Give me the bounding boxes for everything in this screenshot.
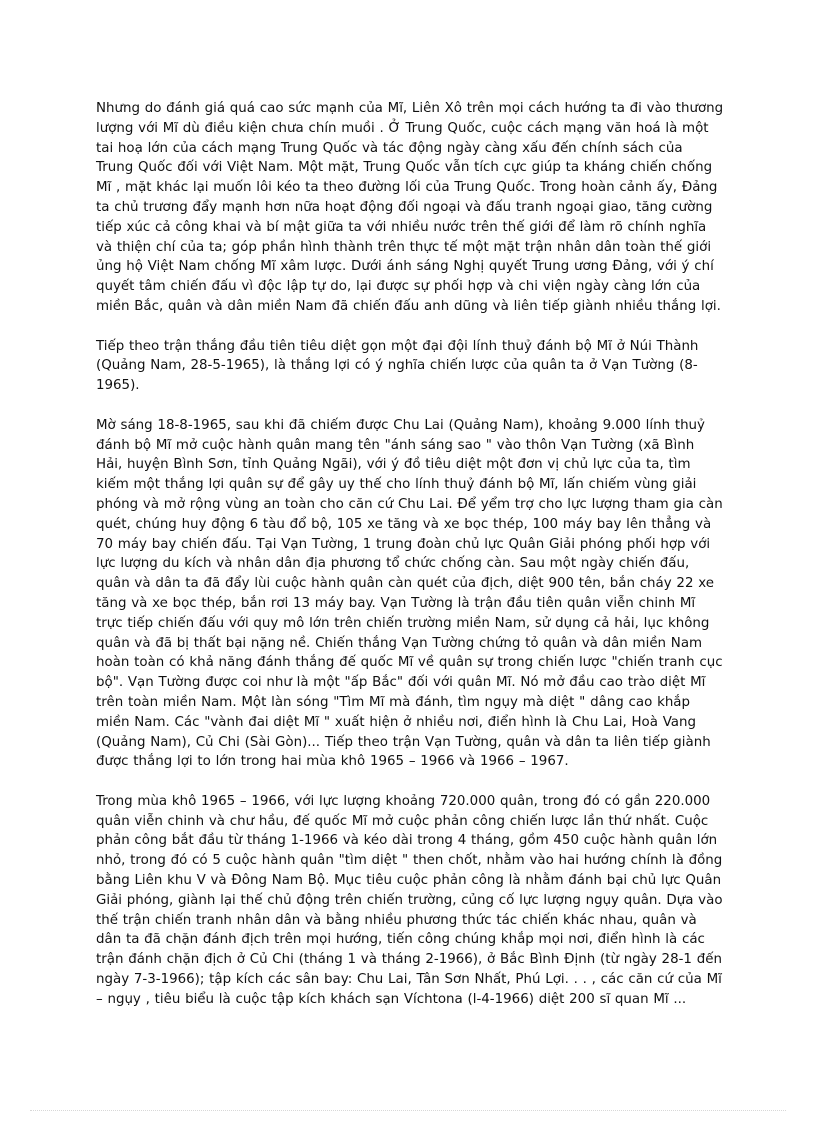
document-body xyxy=(96,99,724,1029)
paragraph-soviet-china-diplomacy: Nhưng do đánh giá quá cao sức mạnh của Mĩ, Liên Xô trên mọi cách hướng ta đi vào thương lượng với Mĩ dù điều kiện chưa chín muồi . Ở Trung Quốc, cuộc cách mạng văn hoá là một tai hoạ lớn của cách mạng Trung Quốc và tác động ngày càng xấu đến chính sách của Trung Quốc đối với Việt Nam. Một mặt, Trung Quốc vẫn tích cực giúp ta kháng chiến chống Mĩ , mặt khác lại muốn lôi kéo ta theo đường lối của Trung Quốc. Trong hoàn cảnh ấy, Đảng ta chủ trương đẩy mạnh hơn nữa hoạt động đối ngoại và đấu tranh ngoại giao, tăng cường tiếp xúc cả công khai và bí mật giữa ta với nhiều nước trên thế giới để làm rõ chính nghĩa và thiện chí của ta; góp phần hình thành trên thực tế một mặt trận nhân dân toàn thế giới ủng hộ Việt Nam chống Mĩ xâm lược. Dưới ánh sáng Nghị quyết Trung ương Đảng, với ý chí quyết tâm chiến đấu vì độc lập tự do, lại được sự phối hợp và chi viện ngày càng lớn của miền Bắc, quân và dân miền Nam đã chiến đấu anh dũng và liên tiếp giành nhiều thắng lợi. xyxy=(96,101,724,314)
paragraph-van-tuong-battle: Mờ sáng 18-8-1965, sau khi đã chiếm được Chu Lai (Quảng Nam), khoảng 9.000 lính thuỷ đánh bộ Mĩ mở cuộc hành quân mang tên "ánh sáng sao " vào thôn Vạn Tường (xã Bình Hải, huyện Bình Sơn, tỉnh Quảng Ngãi), với ý đồ tiêu diệt một đơn vị chủ lực của ta, tìm kiếm một thắng lợi quân sự để gây uy thế cho lính thuỷ đánh bộ Mĩ, lấn chiếm vùng giải phóng và mở rộng vùng an toàn cho căn cứ Chu Lai. Để yểm trợ cho lực lượng tham gia càn quét, chúng huy động 6 tàu đổ bộ, 105 xe tăng và xe bọc thép, 100 máy bay lên thẳng và 70 máy bay chiến đấu. Tại Vạn Tường, 1 trung đoàn chủ lực Quân Giải phóng phối hợp với lực lượng du kích và nhân dân địa phương tổ chức chống càn. Sau một ngày chiến đấu, quân và dân ta đã đẩy lùi cuộc hành quân càn quét của địch, diệt 900 tên, bắn cháy 22 xe tăng và xe bọc thép, bắn rơi 13 máy bay. Vạn Tường là trận đầu tiên quân viễn chinh Mĩ trực tiếp chiến đấu với quy mô lớn trên chiến trường miền Nam, sử dụng cả hải, lục không quân và đã bị thất bại nặng nề. Chiến thắng Vạn Tường chứng tỏ quân và dân miền Nam hoàn toàn có khả năng đánh thắng đế quốc Mĩ về quân sự trong chiến lược "chiến tranh cục bộ". Vạn Tường được coi như là một "ấp Bắc" đối với quân Mĩ. Nó mở đầu cao trào diệt Mĩ trên toàn miền Nam. Một làn sóng "Tìm Mĩ mà đánh, tìm ngụy mà diệt " dâng cao khắp miền Nam. Các "vành đai diệt Mĩ " xuất hiện ở nhiều nơi, điển hình là Chu Lai, Hoà Vang (Quảng Nam), Củ Chi (Sài Gòn)... Tiếp theo trận Vạn Tường, quân và dân ta liên tiếp giành được thắng lợi to lớn trong hai mùa khô 1965 – 1966 và 1966 – 1967. xyxy=(96,417,723,770)
paragraph-nui-thanh-van-tuong-intro: Tiếp theo trận thắng đầu tiên tiêu diệt gọn một đại đội lính thuỷ đánh bộ Mĩ ở Núi Thành (Quảng Nam, 28-5-1965), là thắng lợi có ý nghĩa chiến lược của quân ta ở Vạn Tường (8-1965). xyxy=(96,338,699,394)
paragraph-dry-season-1965-1966: Trong mùa khô 1965 – 1966, với lực lượng khoảng 720.000 quân, trong đó có gần 220.000 quân viễn chinh và chư hầu, đế quốc Mĩ mở cuộc phản công chiến lược lần thứ nhất. Cuộc phản công bắt đầu từ tháng 1-1966 và kéo dài trong 4 tháng, gồm 450 cuộc hành quân lớn nhỏ, trong đó có 5 cuộc hành quân "tìm diệt " then chốt, nhằm vào hai hướng chính là đồng bằng Liên khu V và Đông Nam Bộ. Mục tiêu cuộc phản công là nhằm đánh bại chủ lực Quân Giải phóng, giành lại thế chủ động trên chiến trường, củng cố lực lượng ngụy quân. Dựa vào thế trận chiến tranh nhân dân và bằng nhiều phương thức tác chiến khác nhau, quân và dân ta đã chặn đánh địch trên mọi hướng, tiến công chúng khắp mọi nơi, điển hình là các trận đánh chặn địch ở Củ Chi (tháng 1 và tháng 2-1966), ở Bắc Bình Định (từ ngày 28-1 đến ngày 7-3-1966); tập kích các sân bay: Chu Lai, Tân Sơn Nhất, Phú Lợi. . . , các căn cứ của Mĩ – ngụy , tiêu biểu là cuộc tập kích khách sạn Víchtona (l-4-1966) diệt 200 sĩ quan Mĩ ... xyxy=(96,793,723,1007)
bottom-divider xyxy=(30,1110,786,1111)
